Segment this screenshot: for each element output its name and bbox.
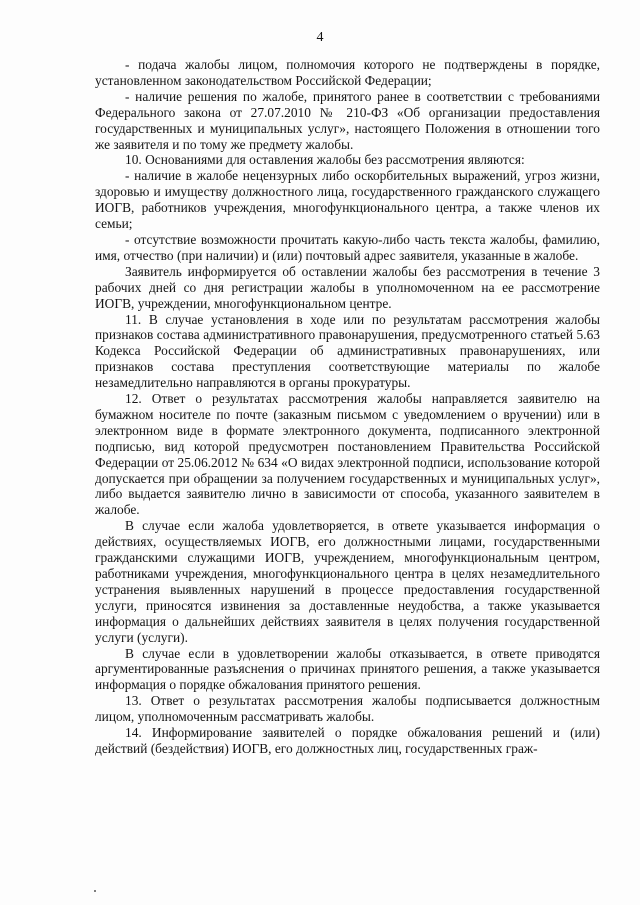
scan-speck (94, 890, 96, 892)
page-number: 4 (316, 30, 324, 45)
paragraph-applicant-informed: Заявитель информируется об оставлении жалобы без рассмотрения в течение 3 рабочих дней со дня регистрации жалобы в уполномоченном на ее рассмотрение ИОГВ, учреждении, многофункциональном центре. (95, 263, 600, 311)
paragraph-prior-decision: - наличие решения по жалобе, принятого ранее в соответствии с требованиями Федерального закона от 27.07.2010 № 210-ФЗ «Об организации предоставления государственных и муниципальных услуг», настоящего Положения в отношении того же заявителя и по тому же предмету жалобы. (95, 88, 600, 152)
paragraph-complaint-authority: - подача жалобы лицом, полномочия которого не подтверждены в порядке, установленном законодательством Российской Федерации; (95, 57, 600, 88)
paragraph-13-signature: 13. Ответ о результатах рассмотрения жалобы подписывается должностным лицом, уполномоченным рассматривать жалобы. (95, 693, 600, 725)
paragraph-10-grounds: 10. Основаниями для оставления жалобы без рассмотрения являются: (125, 152, 525, 168)
paragraph-11-prosecution: 11. В случае установления в ходе или по результатам рассмотрения жалобы признаков состава административного правонарушения, предусмотренного статьей 5.63 Кодекса Российской Федерации об административных правонарушениях, или признаков состава преступления соответствующие материалы по жалобе незамедлительно направляются в органы прокуратуры. (95, 311, 600, 391)
paragraph-complaint-satisfied: В случае если жалоба удовлетворяется, в ответе указывается информация о действиях, осуществляемых ИОГВ, его должностными лицами, государственными гражданскими служащими ИОГВ, учреждением, многофункциональным центром, работниками учреждения, многофункционального центра в целях незамедлительного устранения выявленных нарушений в процессе предоставления государственной услуги, приносятся извинения за доставленные неудобства, а также указывается информация о дальнейших действиях заявителя в целях получения государственной услуги (услуги). (95, 518, 600, 645)
paragraph-complaint-refused: В случае если в удовлетворении жалобы отказывается, в ответе приводятся аргументированные разъяснения о причинах принятого решения, а также указывается информация о порядке обжалования принятого решения. (95, 645, 600, 693)
paragraph-12-response: 12. Ответ о результатах рассмотрения жалобы направляется заявителю на бумажном носителе по почте (заказным письмом с уведомлением о вручении) или в электронном виде в формате электронного документа, подписанного электронной подписью, вид которой предусмотрен постановлением Правительства Российской Федерации от 25.06.2012 № 634 «О видах электронной подписи, использование которой допускается при обращении за получением государственных и муниципальных услуг», либо выдается заявителю лично в зависимости от способа, указанного заявителем в жалобе. (95, 391, 600, 518)
paragraph-obscene-language: - наличие в жалобе нецензурных либо оскорбительных выражений, угроз жизни, здоровью и имуществу должностного лица, государственного гражданского служащего ИОГВ, работников учреждения, многофункционального центра, а также членов их семьи; (95, 168, 600, 232)
paragraph-unreadable-text: - отсутствие возможности прочитать какую-либо часть текста жалобы, фамилию, имя, отчество (при наличии) и (или) почтовый адрес заявителя, указанные в жалобе. (95, 231, 600, 263)
paragraph-14-information: 14. Информирование заявителей о порядке обжалования решений и (или) действий (бездействия) ИОГВ, его должностных лиц, государственных граж- (95, 725, 600, 756)
document-body (95, 57, 600, 757)
